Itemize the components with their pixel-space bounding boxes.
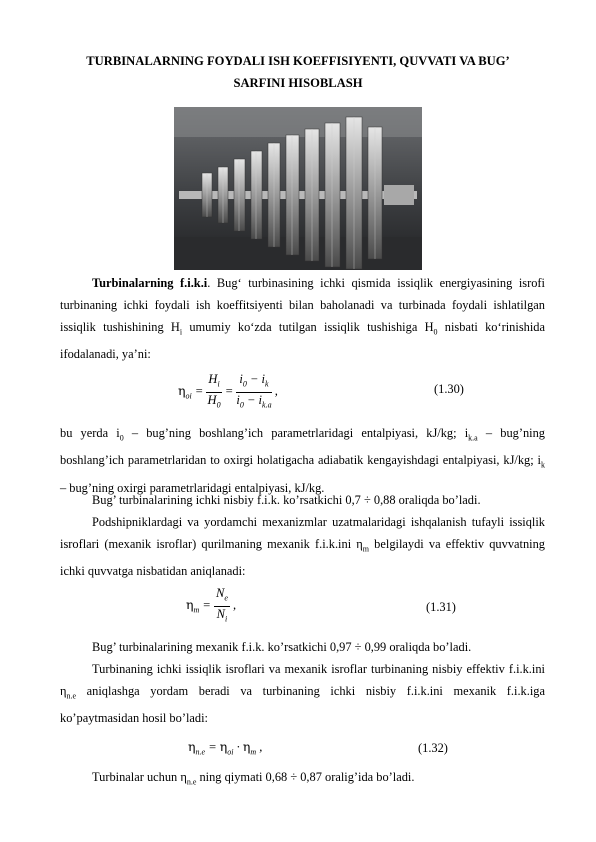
- equation-1-30: $\eta_{oi}$ = $\frac{H_i}{H_0}$ = $\frac{i_0 - i_k}{i_0 - i_{k.a}}$ ,: [178, 372, 278, 409]
- equation-number: (1.30): [434, 382, 464, 396]
- equation-number: (1.31): [426, 600, 456, 614]
- steam-turbine-rotor-photo: [174, 107, 422, 270]
- paragraph-mechanical-efficiency-range: Bug’ turbinalarining mexanik f.i.k. ko’rsatkichi 0,97 ÷ 0,99 oraliqda bo’ladi.: [92, 640, 472, 654]
- equation-1-32: $\eta_{n.e} = \eta_{oi} \cdot \eta_m$ ,: [188, 739, 263, 757]
- paragraph-mechanical-losses: Podshipniklardagi va yordamchi mexanizmlar uzatmalaridagi ishqalanish tufayli issiqlik isroflari (mexanik isroflar) qurilmaning mexanik f.i.k.ini $\eta_m$ belgilaydi va effektiv quvvatning ichki quvvatga nisbatidan aniqlanadi:: [60, 515, 545, 579]
- paragraph-fik-definition: Turbinalarning f.i.k.i. Bug‘ turbinasining ichki qismida issiqlik energiyasining isrofi turbinaning ichki foydali ish koeffitsiyenti bilan baholanadi va turbinada foydali ishlatilgan issiqlik tushishining $H_i$ umumiy ko‘zda tutilgan issiqlik tushishiga $H_0$ nisbati ko‘rinishida ifodalanadi, ya’ni:: [60, 276, 545, 362]
- paragraph-effective-efficiency-range: Turbinalar uchun $\eta_{n.e}$ ning qiymati 0,68 ÷ 0,87 oralig’ida bo’ladi.: [92, 770, 415, 787]
- paragraph-effective-efficiency: Turbinaning ichki issiqlik isroflari va mexanik isroflar turbinaning nisbiy effektiv f.i.k.ini $\eta_{n.e}$ aniqlashga yordam beradi va turbinaning ichki nisbiy f.i.k.ini mexanik f.i.k.iga ko’paytmasidan hosil bo’ladi:: [60, 662, 545, 726]
- equation-number: (1.32): [418, 741, 448, 755]
- paragraph-variables: bu yerda $i_0$ – bug’ning boshlang’ich parametrlaridagi entalpiyasi, kJ/kg; $i_{k.a}$ – bug’ning boshlang’ich parametrlaridan to oxirgi holatigacha adiabatik kengayishdagi entalpiyasi, kJ/kg; $i_k$ – bug’ning oxirgi parametrlaridagi entalpiyasi, kJ/kg.: [60, 426, 545, 495]
- page-title: TURBINALARNING FOYDALI ISH KOEFFISIYENTI, QUVVATI VA BUG’ SARFINI HISOBLASH: [86, 54, 510, 90]
- equation-1-31: $\eta_m$ = $\frac{N_e}{N_i}$ ,: [186, 586, 237, 623]
- paragraph-internal-efficiency-range: Bug’ turbinalarining ichki nisbiy f.i.k. ko’rsatkichi 0,7 ÷ 0,88 oraliqda bo’ladi.: [92, 493, 481, 507]
